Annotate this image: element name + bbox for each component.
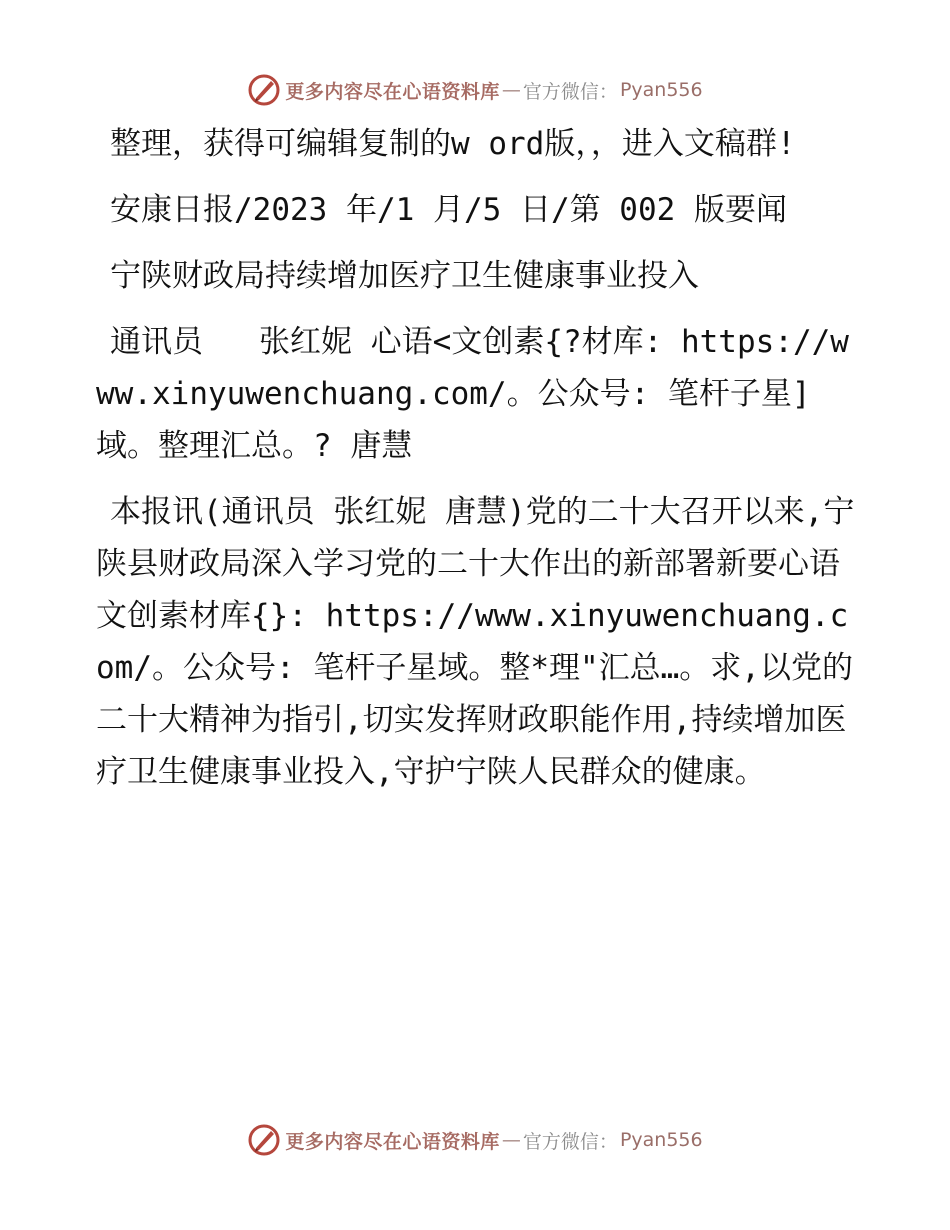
watermark-separator: — xyxy=(501,1129,521,1151)
watermark-main-text: 更多内容尽在心语资料库 xyxy=(285,80,500,103)
footer-watermark xyxy=(0,1120,950,1160)
watermark-main-text: 更多内容尽在心语资料库 xyxy=(285,1130,500,1153)
watermark-wechat-label: 官方微信： xyxy=(522,80,618,103)
quill-pen-icon xyxy=(247,73,281,107)
intro-paragraph: 整理，获得可编辑复制的w ord版，，进入文稿群! xyxy=(110,126,796,162)
byline: 通讯员 张红妮 心语<文创素{?材库: https://www.xinyuwenchuang.com/。公众号: 笔杆子星]域。整理汇总。? 唐慧 xyxy=(96,324,849,464)
watermark-wechat-label: 官方微信： xyxy=(522,1130,618,1153)
watermark-separator: — xyxy=(501,79,521,101)
quill-pen-icon xyxy=(247,1123,281,1157)
headline: 宁陕财政局持续增加医疗卫生健康事业投入 xyxy=(110,258,699,294)
dateline: 安康日报/2023 年/1 月/5 日/第 002 版要闻 xyxy=(110,192,787,228)
watermark-wechat-id: Pyan556 xyxy=(619,79,703,101)
document-body xyxy=(96,118,856,812)
body-paragraph: 本报讯(通讯员 张红妮 唐慧)党的二十大召开以来,宁陕县财政局深入学习党的二十大作出的新部署新要心语文创素材库{}: https://www.xinyuwenchuang.com/。公众号: 笔杆子星域。整*理"汇总…。求,以党的二十大精神为指引,切实发挥财政职能作用,持续增加医疗卫生健康事业投入,守护宁陕人民群众的健康。 xyxy=(96,494,855,790)
watermark-wechat-id: Pyan556 xyxy=(619,1129,703,1151)
header-watermark xyxy=(0,70,950,110)
